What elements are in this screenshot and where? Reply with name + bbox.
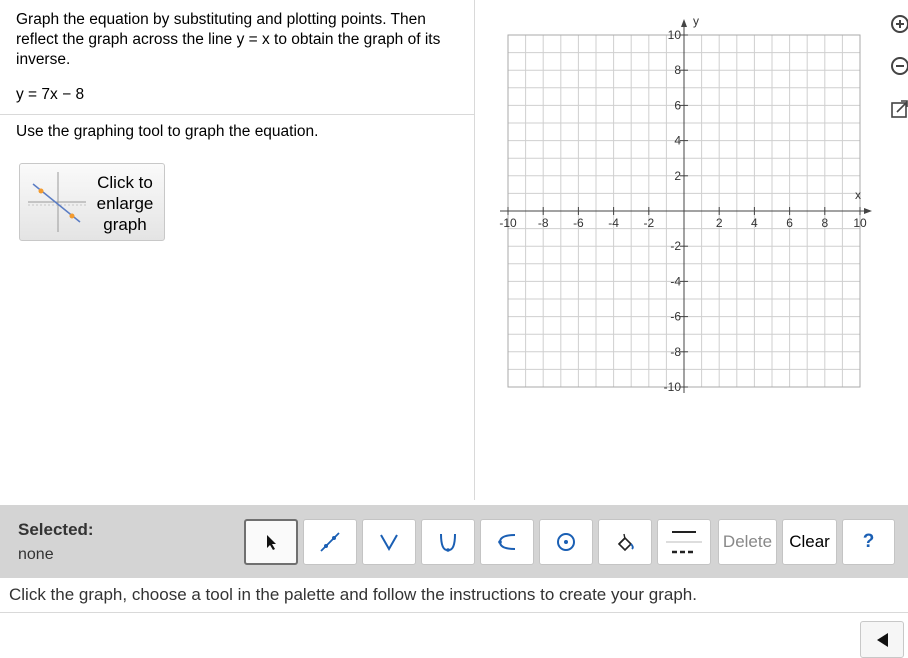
x-tick-label: 2 [715, 216, 723, 230]
parabola-tool[interactable] [421, 519, 475, 565]
triangle-left-icon [875, 632, 889, 648]
selected-value: none [18, 546, 54, 563]
y-axis-label: y [693, 14, 699, 28]
y-tick-label: -10 [663, 380, 681, 394]
y-tick-label: -6 [670, 309, 681, 324]
circle-icon [554, 530, 578, 554]
enlarge-label [90, 172, 160, 235]
delete-button[interactable]: Delete [718, 519, 777, 565]
divider [0, 612, 908, 613]
x-axis-label: x [855, 188, 861, 202]
x-tick-label: -8 [537, 216, 549, 230]
x-tick-label: -10 [499, 216, 517, 230]
absolute-value-tool[interactable] [362, 519, 416, 565]
x-tick-label: 6 [786, 216, 793, 230]
x-tick-label: -4 [608, 216, 619, 230]
x-tick-label: 8 [821, 216, 829, 230]
arrow-pointer-icon [263, 534, 279, 550]
line-tool[interactable] [303, 519, 357, 565]
panel-divider [474, 0, 475, 500]
equation: y = 7x − 8 [16, 86, 85, 103]
y-tick-label: 6 [674, 98, 681, 113]
selected-label: Selected: [18, 520, 94, 539]
divider [0, 114, 474, 115]
zoom-out-icon[interactable] [888, 55, 908, 77]
y-tick-label: 8 [674, 63, 681, 78]
x-tick-label: 10 [853, 216, 867, 230]
y-tick-label: -8 [670, 344, 681, 359]
y-tick-label: -4 [670, 274, 681, 289]
paint-bucket-icon [613, 530, 637, 554]
graph-thumbnail-icon [28, 172, 86, 232]
pointer-tool[interactable] [244, 519, 298, 565]
sideways-parabola-icon [495, 530, 519, 554]
x-tick-label: -6 [573, 216, 584, 230]
question-panel [0, 0, 474, 500]
help-button[interactable]: ? [842, 519, 895, 565]
y-tick-label: -2 [670, 239, 681, 254]
y-tick-label: 2 [674, 168, 681, 183]
status-text: Click the graph, choose a tool in the palette and follow the instructions to create your graph. [9, 585, 697, 604]
x-axis-arrow [864, 208, 872, 214]
instruction-text: Use the graphing tool to graph the equation. [16, 123, 319, 140]
zoom-in-icon[interactable] [888, 13, 908, 35]
solid-dashed-icon [664, 522, 704, 562]
clear-button[interactable]: Clear [782, 519, 837, 565]
coordinate-grid[interactable] [490, 10, 880, 400]
sideways-parabola-tool[interactable] [480, 519, 534, 565]
solid-dashed-toggle[interactable] [657, 519, 711, 565]
y-tick-label: 10 [667, 28, 681, 42]
external-link-icon[interactable] [888, 98, 908, 120]
y-axis-arrow [681, 19, 687, 27]
parabola-icon [436, 530, 460, 554]
enlarge-label-line: enlarge [96, 194, 154, 213]
x-tick-label: 4 [751, 216, 758, 230]
circle-tool[interactable] [539, 519, 593, 565]
x-tick-label: -2 [643, 216, 655, 230]
line-icon [318, 530, 342, 554]
y-tick-label: 4 [674, 133, 681, 148]
enlarge-graph-button[interactable] [19, 163, 165, 241]
v-shape-icon [377, 530, 401, 554]
graph-area[interactable] [490, 10, 880, 405]
fill-tool[interactable] [598, 519, 652, 565]
enlarge-label-line: graph [103, 215, 147, 234]
graphing-toolbar [0, 505, 908, 578]
back-button[interactable] [860, 621, 904, 658]
enlarge-label-line: Click to [97, 173, 153, 192]
question-prompt: Graph the equation by substituting and plotting points. Then reflect the graph across the line y = x to obtain the graph of its inverse. [16, 11, 441, 68]
